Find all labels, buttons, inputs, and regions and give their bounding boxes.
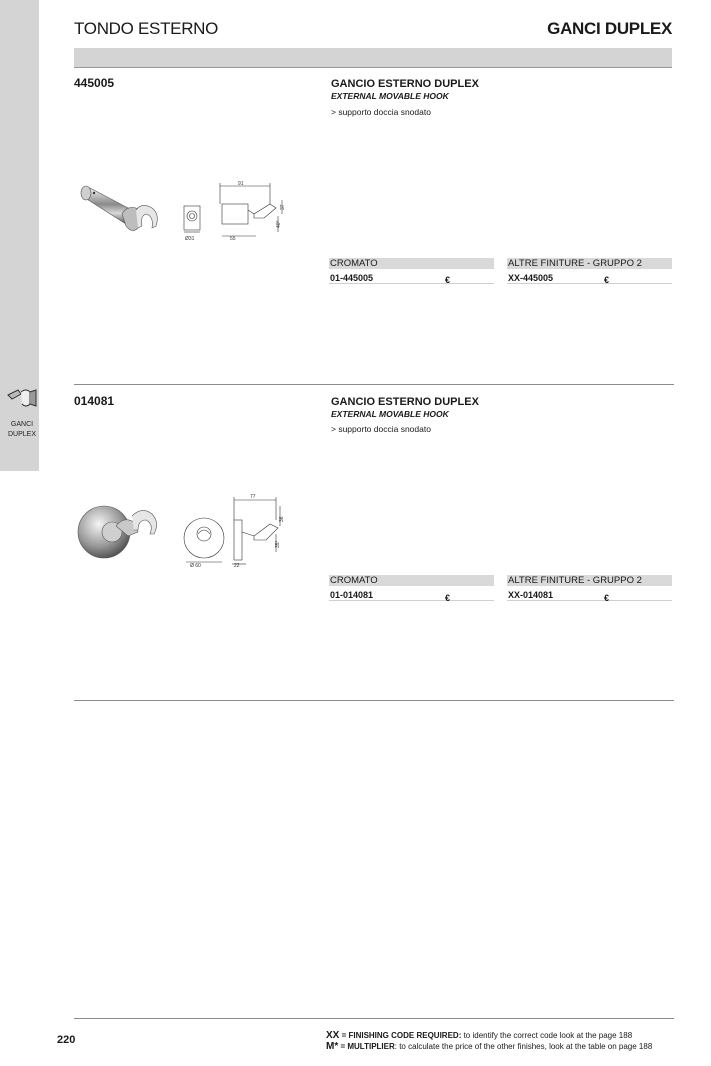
dim-depth: 22 — [234, 563, 240, 569]
footnote-finishing-code — [326, 1031, 632, 1041]
category-title: GANCI DUPLEX — [547, 19, 672, 38]
product-description: > supporto doccia snodato — [331, 107, 431, 117]
product-title: GANCIO ESTERNO DUPLEX — [331, 78, 479, 90]
section-title: TONDO ESTERNO — [74, 19, 219, 38]
dim-angle: 35° — [275, 540, 281, 548]
price-currency: € — [604, 593, 610, 603]
product-photo — [76, 184, 166, 240]
dim-diameter: Ø 60 — [190, 563, 201, 569]
product-photo — [76, 496, 164, 568]
product-subtitle: EXTERNAL MOVABLE HOOK — [331, 409, 449, 419]
side-label-line1: GANCI — [10, 421, 34, 428]
hook-icon — [6, 382, 38, 414]
finish-header-other: ALTRE FINITURE - GRUPPO 2 — [507, 258, 672, 269]
dim-height: 36 — [279, 516, 285, 522]
header-bar — [74, 48, 672, 68]
side-label — [2, 420, 42, 440]
dim-diameter: Ø31 — [185, 236, 195, 242]
section-divider — [74, 384, 674, 385]
footnote-label: = MULTIPLIER — [338, 1042, 395, 1051]
price-currency: € — [445, 593, 451, 603]
section-divider — [74, 700, 674, 701]
dim-length: 77 — [250, 494, 256, 500]
dim-angle: 40° — [276, 220, 282, 228]
dim-length: 91 — [238, 181, 244, 187]
footnote-text: to identify the correct code look at the page 188 — [461, 1031, 633, 1040]
price-currency: € — [445, 275, 451, 285]
product-code: 445005 — [74, 76, 115, 90]
finish-header-chrome: CROMATO — [329, 258, 494, 269]
technical-drawing — [180, 178, 298, 244]
finish-header-chrome: CROMATO — [329, 575, 494, 586]
footnote-text: : to calculate the price of the other finishes, look at the table on page 188 — [394, 1042, 653, 1051]
finish-code-chrome: 01-445005 — [329, 272, 494, 284]
finish-code-other: XX-445005 — [507, 272, 672, 284]
footnote-label: = FINISHING CODE REQUIRED: — [339, 1031, 462, 1040]
finish-header-other: ALTRE FINITURE - GRUPPO 2 — [507, 575, 672, 586]
product-title: GANCIO ESTERNO DUPLEX — [331, 396, 479, 408]
footnote-multiplier — [326, 1042, 652, 1052]
side-label-line2: DUPLEX — [7, 431, 36, 438]
footnote-key: M* — [326, 1041, 339, 1052]
price-currency: € — [604, 275, 610, 285]
page-number: 220 — [57, 1034, 76, 1046]
product-description: > supporto doccia snodato — [331, 424, 431, 434]
finish-code-chrome: 01-014081 — [329, 589, 494, 601]
product-code: 014081 — [74, 394, 115, 408]
dim-height: 37 — [280, 204, 286, 210]
footnote-key: XX — [326, 1030, 340, 1041]
finish-code-other: XX-014081 — [507, 589, 672, 601]
dim-depth: 55 — [230, 236, 236, 242]
footer-divider — [74, 1018, 674, 1019]
technical-drawing — [180, 492, 298, 570]
product-subtitle: EXTERNAL MOVABLE HOOK — [331, 91, 449, 101]
